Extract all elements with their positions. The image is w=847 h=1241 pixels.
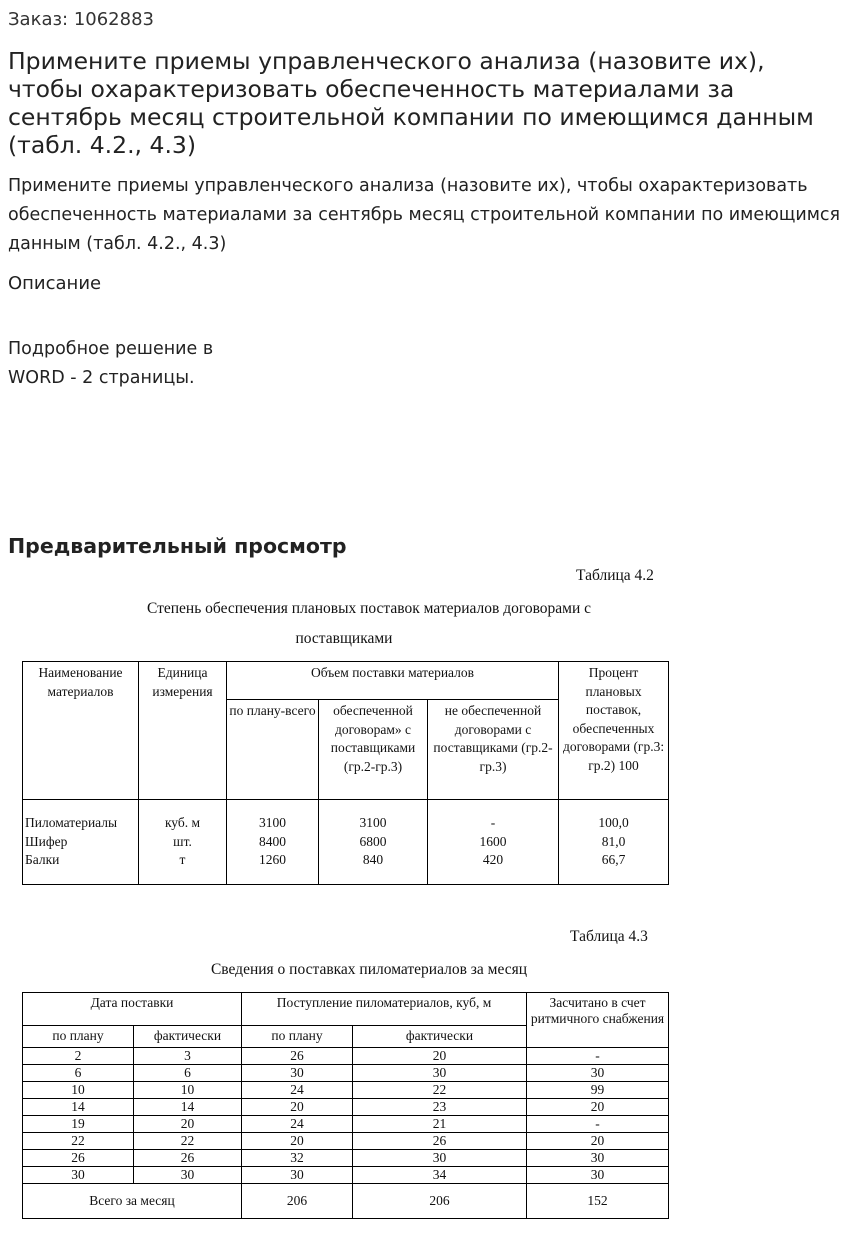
cell-receipt-fact: 26	[353, 1133, 527, 1150]
th-secured: обеспеченной договорам» с поставщиками (гр.2-гр.3)	[319, 700, 428, 800]
cell-unit: шт.	[173, 833, 192, 849]
cell-receipt-plan: 24	[242, 1082, 353, 1099]
cell-receipt-fact: 30	[353, 1150, 527, 1167]
cell-counted: 20	[527, 1099, 669, 1116]
cell-date-plan: 19	[23, 1116, 134, 1133]
cell-plan: 1260	[259, 852, 286, 867]
cell-receipt-plan: 32	[242, 1150, 353, 1167]
table-4-2-caption	[22, 594, 716, 654]
col-not-secured	[428, 800, 559, 885]
order-number: Заказ: 1062883	[8, 9, 154, 30]
th-date: Дата поставки	[23, 993, 242, 1026]
cell-not-secured: -	[490, 815, 496, 830]
col-unit	[139, 800, 227, 885]
cell-name: Балки	[25, 852, 60, 867]
th-receipt: Поступление пиломатериалов, куб, м	[242, 993, 527, 1026]
cell-unit: куб. м	[164, 815, 201, 830]
th-date-fact: фактически	[134, 1026, 242, 1048]
cell-receipt-fact: 34	[353, 1167, 527, 1184]
table-row	[23, 1048, 669, 1065]
cell-date-fact: 14	[134, 1099, 242, 1116]
cell-date-fact: 20	[134, 1116, 242, 1133]
cell-percent: 81,0	[601, 833, 626, 849]
description-text: Примените приемы управленческого анализа (назовите их), чтобы охарактеризовать обеспеченность материалами за сентябрь месяц строительной компании по имеющимся данным (табл. 4.2., 4.3)	[8, 176, 841, 254]
cell-counted: 30	[527, 1065, 669, 1082]
cell-not-secured: 1600	[479, 833, 507, 849]
th-name: Наименование материалов	[23, 662, 139, 800]
description-heading: Описание	[8, 273, 102, 294]
table-4-2	[22, 661, 669, 885]
table-4-3-caption: Сведения о поставках пиломатериалов за месяц	[210, 961, 528, 978]
cell-plan: 8400	[259, 833, 286, 849]
cell-receipt-plan: 30	[242, 1065, 353, 1082]
cell-receipt-plan: 26	[242, 1048, 353, 1065]
cell-receipt-fact: 20	[353, 1048, 527, 1065]
cell-secured: 3100	[359, 815, 387, 830]
cell-date-plan: 30	[23, 1167, 134, 1184]
cell-counted: 30	[527, 1167, 669, 1184]
th-receipt-plan: по плану	[242, 1026, 353, 1048]
cell-date-fact: 6	[134, 1065, 242, 1082]
table-4-3-label: Таблица 4.3	[570, 928, 648, 945]
total-label: Всего за месяц	[23, 1184, 242, 1219]
table-4-2-caption-line-1: Степень обеспечения плановых поставок материалов договорами с	[146, 600, 592, 617]
total-counted: 152	[527, 1184, 669, 1219]
cell-date-fact: 26	[134, 1150, 242, 1167]
total-row	[23, 1184, 669, 1219]
cell-name: Шифер	[25, 833, 68, 849]
col-secured	[319, 800, 428, 885]
cell-counted: 30	[527, 1150, 669, 1167]
cell-receipt-plan: 20	[242, 1133, 353, 1150]
th-receipt-fact: фактически	[353, 1026, 527, 1048]
th-date-plan: по плану	[23, 1026, 134, 1048]
cell-date-plan: 2	[23, 1048, 134, 1065]
cell-name: Пиломатериалы	[25, 815, 118, 830]
cell-receipt-fact: 23	[353, 1099, 527, 1116]
cell-date-fact: 22	[134, 1133, 242, 1150]
cell-receipt-plan: 24	[242, 1116, 353, 1133]
cell-date-plan: 26	[23, 1150, 134, 1167]
cell-date-plan: 6	[23, 1065, 134, 1082]
cell-counted: 99	[527, 1082, 669, 1099]
table-row	[23, 1167, 669, 1184]
solution-note: Подробное решение в WORD - 2 страницы.	[8, 339, 214, 388]
th-volume: Объем поставки материалов	[227, 662, 559, 700]
cell-receipt-plan: 20	[242, 1099, 353, 1116]
th-counted: Засчитано в счет ритмичного снабжения	[527, 993, 669, 1048]
cell-counted: 20	[527, 1133, 669, 1150]
table-4-3	[22, 992, 669, 1219]
cell-counted: -	[527, 1048, 669, 1065]
cell-date-plan: 14	[23, 1099, 134, 1116]
cell-plan: 3100	[259, 815, 286, 830]
cell-unit: т	[179, 852, 186, 867]
th-percent: Процент плановых поставок, обеспеченных договорами (гр.3: гр.2) 100	[559, 662, 669, 800]
cell-date-fact: 3	[134, 1048, 242, 1065]
table-row	[23, 1065, 669, 1082]
th-unit: Единица измерения	[139, 662, 227, 800]
th-plan-total: по плану-всего	[227, 700, 319, 800]
cell-percent: 66,7	[601, 852, 626, 867]
col-plan	[227, 800, 319, 885]
table-row	[23, 1150, 669, 1167]
cell-date-plan: 10	[23, 1082, 134, 1099]
total-receipt-plan: 206	[242, 1184, 353, 1219]
cell-receipt-fact: 30	[353, 1065, 527, 1082]
cell-counted: -	[527, 1116, 669, 1133]
col-percent	[559, 800, 669, 885]
cell-secured: 840	[362, 852, 384, 867]
col-name	[23, 800, 139, 885]
total-receipt-fact: 206	[353, 1184, 527, 1219]
cell-secured: 6800	[359, 833, 387, 849]
table-row	[23, 1116, 669, 1133]
preview-heading: Предварительный просмотр	[8, 534, 347, 558]
cell-date-plan: 22	[23, 1133, 134, 1150]
table-row	[23, 1082, 669, 1099]
th-not-secured: не обеспеченной договорами с поставщиками (гр.2-гр.3)	[428, 700, 559, 800]
cell-percent: 100,0	[598, 815, 629, 830]
table-4-2-caption-line-2: поставщиками	[295, 630, 393, 647]
cell-not-secured: 420	[482, 852, 504, 867]
table-4-2-label: Таблица 4.2	[576, 567, 654, 584]
cell-date-fact: 30	[134, 1167, 242, 1184]
cell-receipt-fact: 22	[353, 1082, 527, 1099]
page-title: Примените приемы управленческого анализа (назовите их), чтобы охарактеризовать обеспеченность материалами за сентябрь месяц строительной компании по имеющимся данным (табл. 4.2., 4.3)	[8, 47, 814, 159]
cell-receipt-fact: 21	[353, 1116, 527, 1133]
table-row	[23, 1133, 669, 1150]
table-row	[23, 1099, 669, 1116]
cell-date-fact: 10	[134, 1082, 242, 1099]
cell-receipt-plan: 30	[242, 1167, 353, 1184]
